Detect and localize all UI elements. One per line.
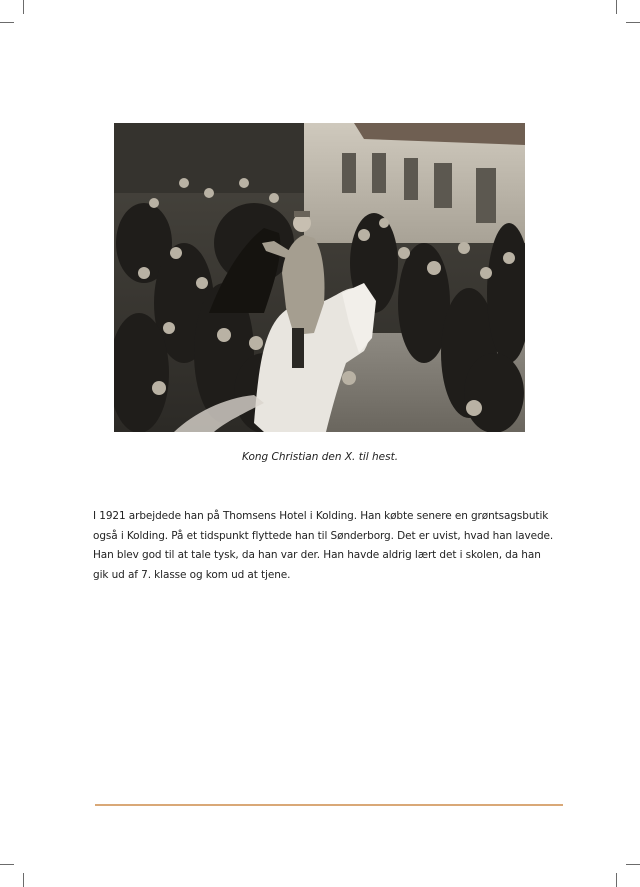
paragraph-line: Han blev god til at tale tysk, da han var der. Han havde aldrig lært det i skolen, da han [93,549,541,561]
crop-mark-top-right-horizontal [626,22,640,23]
crop-mark-bottom-right-vertical [616,873,617,887]
photo-king-on-white-horse [114,123,525,432]
crop-mark-top-left-vertical [23,0,24,14]
crop-mark-bottom-left-vertical [23,873,24,887]
crop-mark-top-left-horizontal [0,22,14,23]
body-paragraph [93,507,554,585]
paragraph-line: også i Kolding. På et tidspunkt flyttede han til Sønderborg. Det er uvist, hvad han lavede. [93,529,554,542]
paragraph-line: I 1921 arbejdede han på Thomsens Hotel i Kolding. Han købte senere en grøntsagsbutik [93,510,549,522]
paragraph-line: gik ud af 7. klasse og kom ud at tjene. [93,568,291,581]
crop-mark-top-right-vertical [616,0,617,14]
footer-rule [95,804,563,806]
crop-mark-bottom-left-horizontal [0,864,14,865]
crop-mark-bottom-right-horizontal [626,864,640,865]
figure-caption: Kong Christian den X. til hest. [241,451,399,463]
